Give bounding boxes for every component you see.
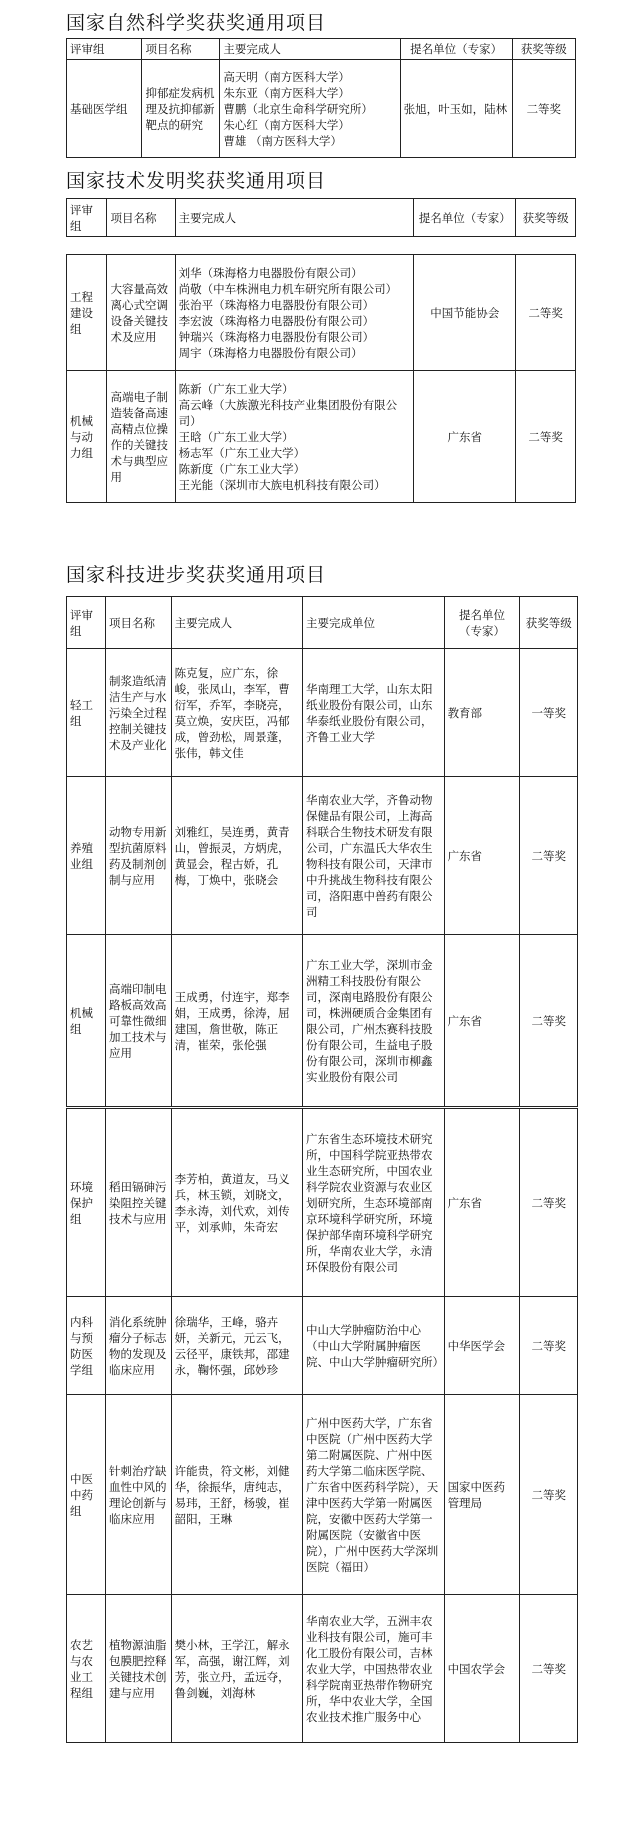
cell-level: 一等奖 [520,649,578,777]
header-group: 评审组 [67,597,106,649]
tech-invention-header-table [66,198,576,237]
cell-project: 植物源油脂包膜肥控释关键技术创建与应用 [105,1595,171,1743]
cell-project: 制浆造纸清洁生产与水污染全过程控制关键技术及产业化 [105,649,171,777]
cell-project: 消化系统肿瘤分子标志物的发现及临床应用 [105,1297,171,1395]
cell-project: 针刺治疗缺血性中风的理论创新与临床应用 [105,1395,171,1595]
cell-group: 轻工组 [67,649,106,777]
natural-science-table [66,38,576,158]
cell-units: 广东工业大学，深圳市金洲精工科技股份有限公司，深南电路股份有限公司，株洲硬质合金集团有限公司，广州杰赛科技股份有限公司，生益电子股份有限公司，深圳市柳鑫实业股份有限公司 [302,935,444,1107]
cell-people: 陈克复，应广东，徐峻，张凤山，李军，曹衍军，乔军，李晓亮，莫立焕，安庆臣，冯郁成，曾劲松，周景蓬，张伟，韩文佳 [171,649,302,777]
table-row [67,935,578,1107]
table-row [67,60,576,158]
cell-nominator: 中国节能协会 [414,255,516,371]
cell-people: 许能贵，符文彬，刘健华，徐振华，唐纯志，易玮，王舒，杨骏，崔韶阳，王琳 [171,1395,302,1595]
table-row [67,255,576,371]
cell-nominator: 广东省 [444,777,520,935]
header-level: 获奖等级 [520,597,578,649]
cell-project: 高端电子制造装备高速高精点位操作的关键技术与典型应用 [107,371,175,503]
cell-units: 广东省生态环境技术研究所，中国科学院亚热带农业生态研究所，中国农业科学院农业资源与农业区划研究所，生态环境部南京环境科学研究所，环境保护部华南环境科学研究所，华南农业大学，永清环保股份有限公司 [302,1109,444,1297]
table-row [67,777,578,935]
section2-title: 国家技术发明奖获奖通用项目 [66,170,327,192]
header-group: 评审组 [67,199,107,237]
cell-level: 二等奖 [512,60,575,158]
cell-level: 二等奖 [520,1109,578,1297]
header-nominator: 提名单位（专家） [400,39,512,60]
sci-tech-progress-table [66,596,578,1107]
cell-group: 工程建设组 [67,255,107,371]
header-people: 主要完成人 [175,199,414,237]
table-row [67,371,576,503]
cell-units: 华南农业大学，齐鲁动物保健品有限公司，上海高科联合生物技术研发有限公司，广东温氏大华农生物科技有限公司，天津市中升挑战生物科技有限公司，洛阳惠中兽药有限公司 [302,777,444,935]
table-row [67,649,578,777]
cell-nominator: 广东省 [414,371,516,503]
cell-level: 二等奖 [520,935,578,1107]
cell-level: 二等奖 [520,1595,578,1743]
cell-project: 高端印制电路板高效高可靠性微细加工技术与应用 [105,935,171,1107]
table-header-row [67,39,576,60]
header-level: 获奖等级 [512,39,575,60]
cell-nominator: 张旭，叶玉如，陆林 [400,60,512,158]
header-units: 主要完成单位 [302,597,444,649]
cell-units: 广州中医药大学，广东省中医院（广州中医药大学第二附属医院、广州中医药大学第二临床医学院、广东省中医药科学院），天津中医药大学第一附属医院，安徽中医药大学第一附属医院（安徽省中医院），广州中医药大学深圳医院（福田） [302,1395,444,1595]
cell-level: 二等奖 [520,777,578,935]
table-header-row [67,597,578,649]
header-people: 主要完成人 [171,597,302,649]
header-level: 获奖等级 [516,199,576,237]
cell-level: 二等奖 [520,1395,578,1595]
table-row [67,1595,578,1743]
cell-people: 李芳柏，黄道友，马义兵，林玉锁，刘晓文，李永涛，刘代欢，刘传平，刘承帅，朱奇宏 [171,1109,302,1297]
cell-project: 动物专用新型抗菌原料药及制剂创制与应用 [105,777,171,935]
section3-title: 国家科技进步奖获奖通用项目 [66,564,327,586]
header-project: 项目名称 [107,199,175,237]
cell-nominator: 中华医学会 [444,1297,520,1395]
header-nominator: 提名单位（专家） [444,597,520,649]
cell-nominator: 广东省 [444,935,520,1107]
cell-level: 二等奖 [516,255,576,371]
cell-project: 抑郁症发病机理及抗抑郁新靶点的研究 [142,60,220,158]
cell-units: 华南理工大学，山东太阳纸业股份有限公司，山东华泰纸业股份有限公司，齐鲁工业大学 [302,649,444,777]
section1-title: 国家自然科学奖获奖通用项目 [66,12,327,34]
cell-level: 二等奖 [520,1297,578,1395]
cell-people: 刘华（珠海格力电器股份有限公司） 尚敬（中车株洲电力机车研究所有限公司） 张治平（珠海格力电器股份有限公司） 李宏波（珠海格力电器股份有限公司） 钟瑞兴（珠海格力电器股份有限公司） 周宇（珠海格力电器股份有限公司） [175,255,414,371]
table-header-row [67,199,576,237]
cell-people: 陈新（广东工业大学） 高云峰（大族激光科技产业集团股份有限公司） 王晗（广东工业大学） 杨志军（广东工业大学） 陈新度（广东工业大学） 王光能（深圳市大族电机科技有限公司） [175,371,414,503]
cell-nominator: 中国农学会 [444,1595,520,1743]
cell-people: 高天明（南方医科大学） 朱东亚（南方医科大学） 曹鹏（北京生命科学研究所） 朱心红（南方医科大学） 曹雄 （南方医科大学） [220,60,400,158]
cell-group: 机械组 [67,935,106,1107]
cell-project: 稻田镉砷污染阻控关键技术与应用 [105,1109,171,1297]
header-group: 评审组 [67,39,142,60]
sci-tech-progress-table-continued [66,1108,578,1743]
header-project: 项目名称 [142,39,220,60]
table-row [67,1297,578,1395]
table-row [67,1109,578,1297]
cell-people: 刘雅红，吴连勇，黄青山，曾振灵，方炳虎，黄显会，程古娇，孔梅，丁焕中，张晓会 [171,777,302,935]
cell-group: 养殖业组 [67,777,106,935]
tech-invention-table [66,254,576,503]
cell-people: 王成勇，付连宇，郑李娟，王成勇，徐涛，屈建国，詹世敬，陈正清，崔荣，张伦强 [171,935,302,1107]
table-row [67,1395,578,1595]
cell-level: 二等奖 [516,371,576,503]
cell-people: 徐瑞华，王峰，骆卉妍，关新元，元云飞，云径平，康铁邦，邵建永，鞠怀强，邱妙珍 [171,1297,302,1395]
cell-group: 农艺与农业工程组 [67,1595,106,1743]
cell-group: 中医中药组 [67,1395,106,1595]
cell-people: 樊小林，王学江，解永军，高强，谢江辉，刘芳，张立丹，孟远夺，鲁剑巍，刘海林 [171,1595,302,1743]
cell-units: 华南农业大学，五洲丰农业科技有限公司，施可丰化工股份有限公司，吉林农业大学，中国热带农业科学院南亚热带作物研究所，华中农业大学，全国农业技术推广服务中心 [302,1595,444,1743]
cell-nominator: 教育部 [444,649,520,777]
cell-nominator: 广东省 [444,1109,520,1297]
cell-group: 内科与预防医学组 [67,1297,106,1395]
header-people: 主要完成人 [220,39,400,60]
cell-project: 大容量高效离心式空调设备关键技术及应用 [107,255,175,371]
cell-nominator: 国家中医药管理局 [444,1395,520,1595]
header-nominator: 提名单位（专家） [414,199,516,237]
header-project: 项目名称 [105,597,171,649]
cell-group: 基础医学组 [67,60,142,158]
cell-group: 机械与动力组 [67,371,107,503]
cell-group: 环境保护组 [67,1109,106,1297]
cell-units: 中山大学肿瘤防治中心（中山大学附属肿瘤医院、中山大学肿瘤研究所） [302,1297,444,1395]
